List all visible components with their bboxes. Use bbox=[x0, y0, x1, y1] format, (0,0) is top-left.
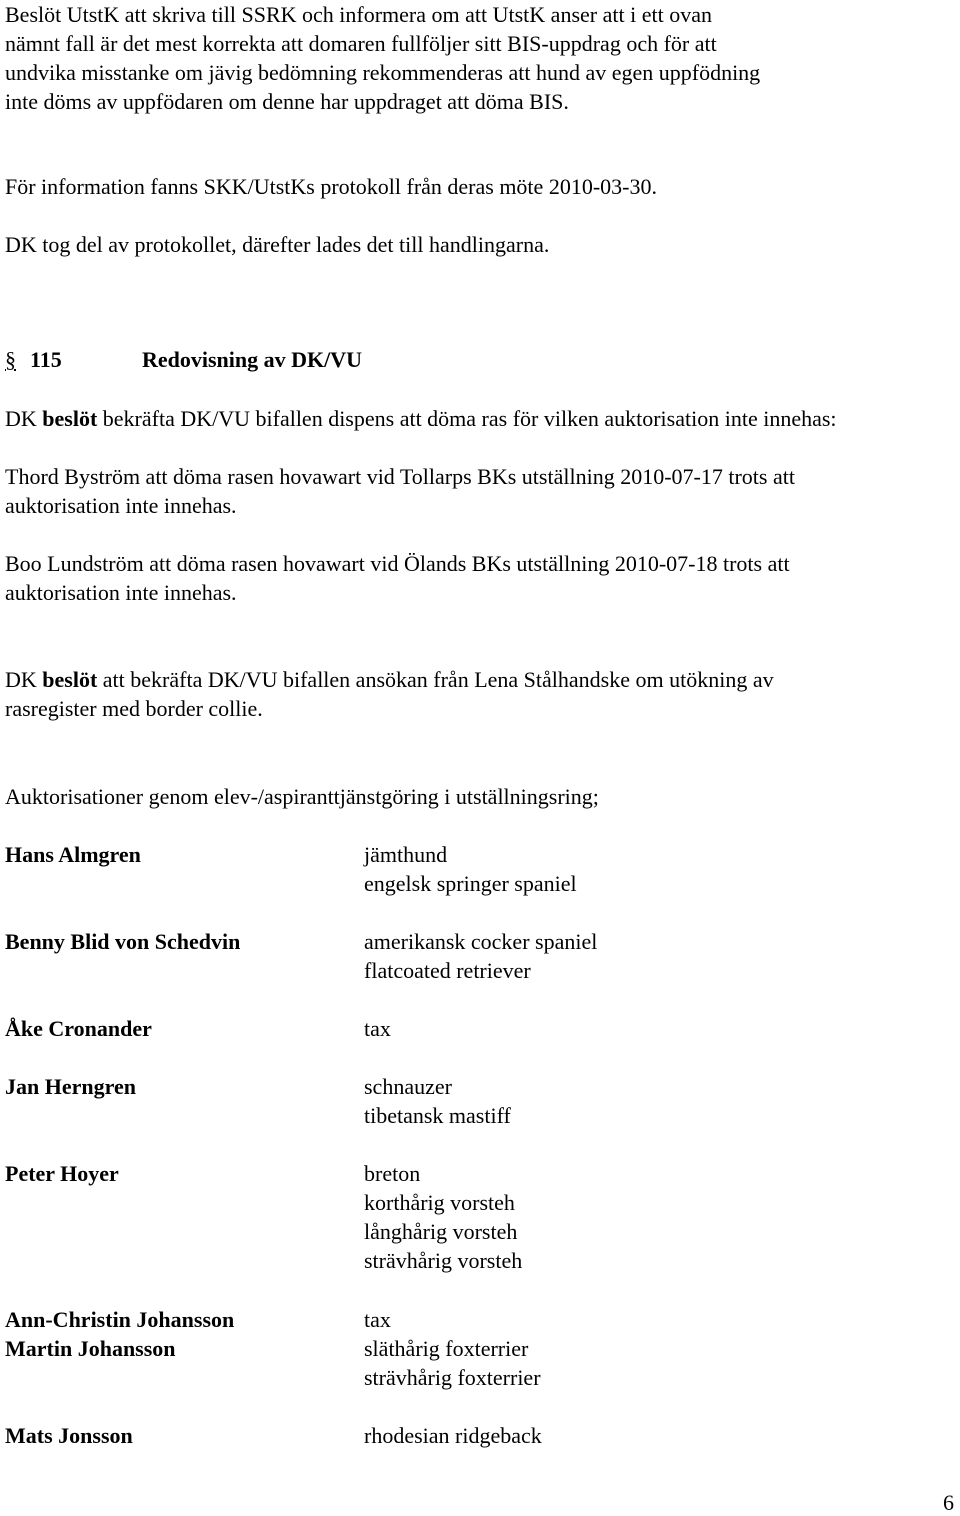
judge-breed: flatcoated retriever bbox=[364, 958, 531, 983]
decision-keyword: beslöt bbox=[42, 667, 98, 692]
decision-prefix: DK bbox=[5, 667, 43, 692]
judge-breed: schnauzer bbox=[364, 1074, 452, 1099]
judge-name: Åke Cronander bbox=[5, 1016, 152, 1041]
dk-line: DK tog del av protokollet, därefter lades det till handlingarna. bbox=[5, 232, 550, 257]
judge-breed: långhårig vorsteh bbox=[364, 1219, 518, 1244]
judge-breed: korthårig vorsteh bbox=[364, 1190, 515, 1215]
dispens-line: Boo Lundström att döma rasen hovawart vid Ölands BKs utställning 2010-07-18 trots att bbox=[5, 551, 790, 576]
judge-breed: tibetansk mastiff bbox=[364, 1103, 511, 1128]
paragraph-line: Beslöt UtstK att skriva till SSRK och informera om att UtstK anser att i ett ovan bbox=[5, 2, 712, 27]
section-title: Redovisning av DK/VU bbox=[142, 347, 363, 372]
judge-breed: tax bbox=[364, 1307, 391, 1332]
judge-breed: breton bbox=[364, 1161, 421, 1186]
decision-line: rasregister med border collie. bbox=[5, 696, 263, 721]
judge-breed: tax bbox=[364, 1016, 391, 1041]
judge-name: Mats Jonsson bbox=[5, 1423, 133, 1448]
dispens-line: auktorisation inte innehas. bbox=[5, 493, 237, 518]
judge-breed: jämthund bbox=[364, 842, 448, 867]
decision-prefix: DK bbox=[5, 406, 43, 431]
page-number: 6 bbox=[943, 1490, 954, 1515]
paragraph-line: nämnt fall är det mest korrekta att domaren fullföljer sitt BIS-uppdrag och för att bbox=[5, 31, 717, 56]
decision-line bbox=[5, 665, 774, 694]
judge-breed: släthårig foxterrier bbox=[364, 1336, 529, 1361]
judge-name: Benny Blid von Schedvin bbox=[5, 929, 241, 954]
judge-breed: rhodesian ridgeback bbox=[364, 1423, 542, 1448]
dispens-line: Thord Byström att döma rasen hovawart vid Tollarps BKs utställning 2010-07-17 trots att bbox=[5, 464, 795, 489]
decision-line bbox=[5, 404, 837, 433]
judge-name: Ann-Christin Johansson bbox=[5, 1307, 235, 1332]
paragraph-line: inte döms av uppfödaren om denne har uppdraget att döma BIS. bbox=[5, 89, 569, 114]
judge-name: Jan Herngren bbox=[5, 1074, 136, 1099]
decision-rest: att bekräfta DK/VU bifallen ansökan från Lena Stålhandske om utökning av bbox=[97, 667, 774, 692]
judge-breed: engelsk springer spaniel bbox=[364, 871, 577, 896]
judge-breed: strävhårig foxterrier bbox=[364, 1365, 541, 1390]
judge-name: Hans Almgren bbox=[5, 842, 141, 867]
judge-name: Martin Johansson bbox=[5, 1336, 176, 1361]
decision-rest: bekräfta DK/VU bifallen dispens att döma ras för vilken auktorisation inte innehas: bbox=[97, 406, 837, 431]
judge-breed: strävhårig vorsteh bbox=[364, 1248, 523, 1273]
decision-keyword: beslöt bbox=[42, 406, 98, 431]
judge-breed: amerikansk cocker spaniel bbox=[364, 929, 598, 954]
section-number: 115 bbox=[30, 347, 62, 372]
judge-name: Peter Hoyer bbox=[5, 1161, 119, 1186]
paragraph-line: undvika misstanke om jävig bedömning rekommenderas att hund av egen uppfödning bbox=[5, 60, 761, 85]
info-line: För information fanns SKK/UtstKs protokoll från deras möte 2010-03-30. bbox=[5, 174, 657, 199]
section-heading bbox=[5, 345, 363, 374]
section-sign: § bbox=[5, 347, 16, 372]
dispens-line: auktorisation inte innehas. bbox=[5, 580, 237, 605]
auth-heading: Auktorisationer genom elev-/aspiranttjänstgöring i utställningsring; bbox=[5, 784, 599, 809]
